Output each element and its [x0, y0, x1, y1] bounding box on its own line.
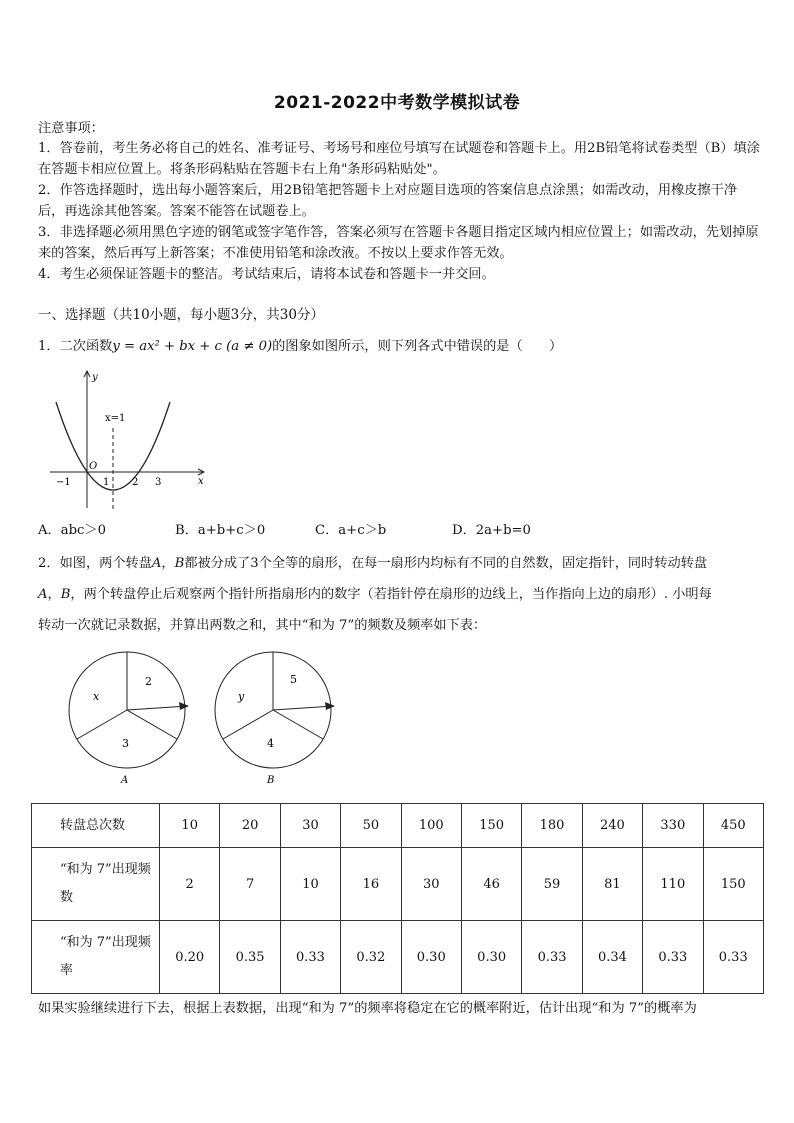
q1-options	[38, 519, 760, 539]
q1-suffix: 的图象如图所示，则下列各式中错误的是（ ）	[272, 339, 563, 354]
option-b: B．a+b+c＞0	[175, 523, 266, 538]
table-cell: 0.33	[522, 921, 582, 994]
table-cell: 330	[643, 804, 703, 848]
notice-item: 2．作答选择题时，选出每小题答案后，用2B铅笔把答题卡上对应题目选项的答案信息点涂黑；如需改动，用橡皮擦干净后，再选涂其他答案。答案不能答在试题卷上。	[38, 183, 738, 219]
spinner-a-label: A	[121, 775, 129, 786]
notice-item: 3．非选择题必须用黑色字迹的钢笔或签字笔作答，答案必须写在答题卡各题目指定区域内相应位置上；如需改动，先划掉原来的答案，然后再写上新答案；不准使用铅笔和涂改液。不按以上要求作答无效。	[38, 225, 759, 261]
table-cell: 50	[341, 804, 401, 848]
table-cell: 100	[401, 804, 461, 848]
spinner-a	[64, 648, 194, 790]
x-axis-label: x	[198, 476, 204, 487]
page-title: 2021-2022中考数学模拟试卷	[273, 93, 521, 113]
symmetry-label: x=1	[105, 413, 126, 424]
spinner-a-pointer	[127, 706, 188, 710]
spinner-a-pointer-arrow	[179, 702, 189, 710]
spinner-b-divider	[273, 710, 323, 739]
table-cell: 240	[582, 804, 642, 848]
notice-list	[38, 138, 760, 285]
q2-label-b: B	[60, 587, 71, 602]
table-cell: 0.34	[582, 921, 642, 994]
table-row-header: “和为 7”出现频率	[32, 921, 160, 994]
table-cell: 30	[401, 848, 461, 921]
table-cell: 46	[461, 848, 521, 921]
tick-label: 1	[103, 477, 110, 488]
q1-prefix: 1．二次函数	[38, 339, 113, 354]
q2-line2-b: ，两个转盘停止后观察两个指针所指扇形内的数字（若指针停在扇形的边线上，当作指向上边的扇形）. 小明每	[70, 587, 712, 602]
table-cell: 10	[280, 848, 340, 921]
notice-heading: 注意事项：	[38, 121, 104, 136]
origin-label: O	[89, 461, 98, 472]
question-2-stem	[38, 548, 760, 641]
tick-label: 2	[132, 477, 139, 488]
q2-line1-a: 2．如图，两个转盘	[38, 556, 152, 571]
table-cell: 0.30	[401, 921, 461, 994]
spinner-b-pointer-arrow	[325, 702, 335, 710]
q2-label-b: B	[174, 556, 185, 571]
table-cell: 180	[522, 804, 582, 848]
y-axis-label: y	[92, 372, 98, 383]
q2-line1-b: 都被分成了3个全等的扇形，在每一扇形内均标有不同的自然数，固定指针，同时转动转盘	[184, 556, 708, 571]
notice-item: 4．考生必须保证答题卡的整洁。考试结束后，请将本试卷和答题卡一并交回。	[38, 267, 495, 282]
spinner-a-sector: x	[93, 690, 100, 703]
table-cell: 0.20	[160, 921, 220, 994]
spinner-b-divider	[223, 710, 273, 739]
spinner-b-sector: 4	[267, 737, 274, 750]
notice-item: 1．答卷前，考生务必将自己的姓名、准考证号、考场号和座位号填写在试题卷和答题卡上。用2B铅笔将试卷类型（B）填涂在答题卡相应位置上。将条形码粘贴在答题卡右上角"条形码粘贴处"。	[38, 141, 760, 177]
q2-label-a: A	[151, 556, 162, 571]
parabola-graph	[48, 368, 218, 514]
spinner-a-sector: 2	[145, 675, 152, 688]
spinner-a-divider	[127, 710, 177, 739]
q2-label-a: A	[38, 587, 48, 602]
table-cell: 0.30	[461, 921, 521, 994]
table-cell: 30	[280, 804, 340, 848]
section-heading: 一、选择题（共10小题，每小题3分，共30分）	[38, 307, 324, 323]
table-cell: 7	[220, 848, 280, 921]
table-row-frequency	[32, 848, 764, 921]
table-row-header: “和为 7”出现频数	[32, 848, 160, 921]
q1-formula: y = ax² + bx + c (a ≠ 0)	[112, 339, 273, 354]
option-c: C．a+c＞b	[315, 523, 387, 538]
table-cell: 0.32	[341, 921, 401, 994]
table-cell: 59	[522, 848, 582, 921]
table-row-rate	[32, 921, 764, 994]
q2-comma: ，	[161, 556, 175, 571]
table-cell: 16	[341, 848, 401, 921]
table-row-totals	[32, 804, 764, 848]
q2-comma: ，	[47, 587, 61, 602]
spinner-b-pointer	[273, 706, 334, 710]
spinner-b	[210, 648, 340, 790]
table-cell: 0.35	[220, 921, 280, 994]
table-cell: 150	[461, 804, 521, 848]
table-cell: 0.33	[280, 921, 340, 994]
table-cell: 0.33	[703, 921, 763, 994]
tick-label: −1	[56, 477, 71, 488]
table-cell: 110	[643, 848, 703, 921]
q2-line3: 转动一次就记录数据，并算出两数之和，其中“和为 7”的频数及频率如下表：	[38, 618, 487, 633]
spinner-a-sector: 3	[122, 737, 129, 750]
table-cell: 450	[703, 804, 763, 848]
spinner-b-label: B	[267, 775, 275, 786]
option-d: D．2a+b=0	[452, 523, 531, 538]
spinner-b-sector: 5	[290, 673, 297, 686]
tick-label: 3	[155, 477, 162, 488]
table-row-header: 转盘总次数	[32, 804, 160, 848]
frequency-table	[31, 803, 764, 994]
after-table-text: 如果实验继续进行下去，根据上表数据，出现“和为 7”的频率将稳定在它的概率附近，估计出现“和为 7”的概率为	[38, 1001, 697, 1016]
table-cell: 2	[160, 848, 220, 921]
table-cell: 0.33	[643, 921, 703, 994]
table-cell: 150	[703, 848, 763, 921]
table-cell: 20	[220, 804, 280, 848]
table-cell: 10	[160, 804, 220, 848]
table-cell: 81	[582, 848, 642, 921]
spinner-b-sector: y	[238, 690, 245, 703]
option-a: A．abc＞0	[38, 523, 106, 538]
spinner-a-divider	[77, 710, 127, 739]
question-1-stem	[38, 336, 760, 357]
